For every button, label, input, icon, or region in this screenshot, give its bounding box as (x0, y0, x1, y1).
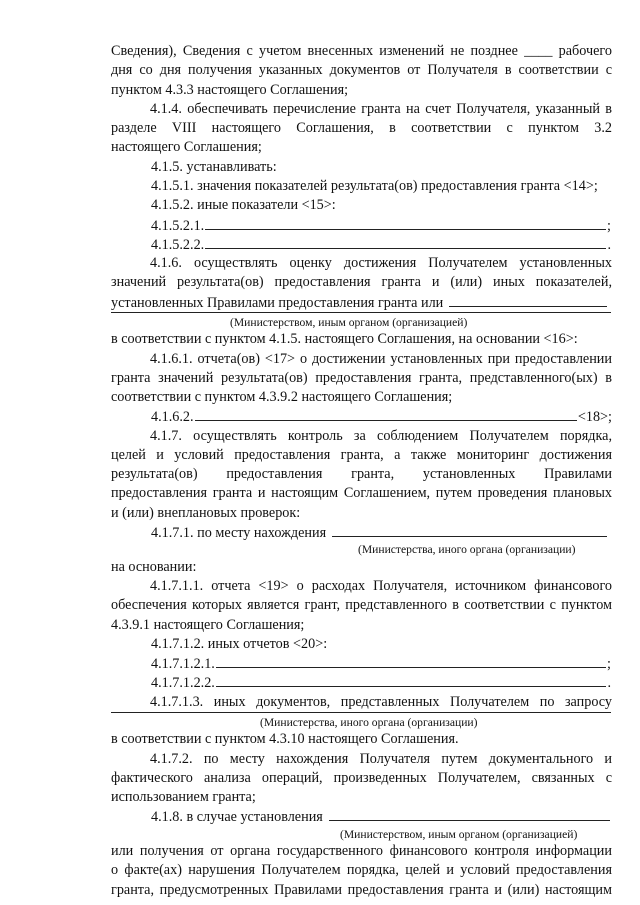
item-label: 4.1.5.2.1. (151, 218, 205, 234)
text-line: 4.1.6.1. отчета(ов) <17> о достижении установленных при предоставлении (150, 351, 612, 367)
blank-field-row (151, 654, 611, 674)
text-line: 4.1.7.1.3. иных документов, представленных Получателем по запросу (150, 694, 612, 710)
item-end: ; (607, 218, 611, 234)
text-line: использованием гранта; (111, 789, 256, 805)
blank-field-row (151, 673, 611, 693)
text-line: 4.1.7.1.1. отчета <19> о расходах Получателя, источником финансового (150, 578, 612, 594)
blank-field-row (111, 293, 608, 313)
blank-field[interactable] (195, 407, 577, 421)
blank-field-row (151, 216, 611, 236)
text-line: 4.1.4. обеспечивать перечисление гранта на счет Получателя, указанный в (150, 101, 612, 117)
blank-field[interactable] (111, 712, 611, 713)
field-caption: (Министерства, иного органа (организации) (260, 716, 478, 729)
item-label: 4.1.5.2.2. (151, 237, 205, 253)
blank-field-row (151, 807, 611, 827)
text-line: 4.1.7.1. по месту нахождения (151, 525, 327, 541)
text-line: гранта, предусмотренных Правилами предоставления гранта и (или) настоящим (111, 882, 612, 898)
text-line: 4.1.7.1.2. иных отчетов <20>: (151, 636, 328, 652)
blank-field[interactable] (216, 673, 607, 687)
item-label: 4.1.6.2. (151, 409, 194, 425)
blank-field-row (151, 523, 608, 543)
text-line: значений результата(ов) предоставления гранта и (или) иных показателей, (111, 274, 612, 290)
blank-field[interactable] (205, 235, 606, 249)
text-line: предоставления гранта и настоящим Соглашением, путем проведения плановых (111, 485, 612, 501)
text-line: дня со дня получения указанных документов от Получателя в соответствии с (111, 62, 612, 78)
text-line: 4.1.6. осуществлять оценку достижения Получателем установленных (150, 255, 612, 271)
text-line: установленных Правилами предоставления гранта или (111, 295, 444, 311)
text-line: результата(ов) предоставления гранта, установленных Правилами (111, 466, 612, 482)
text-line: 4.1.5. устанавливать: (151, 159, 277, 175)
text-line: о факте(ах) нарушения Получателем порядка, целей и условий предоставления (111, 862, 612, 878)
text-line: 4.1.5.1. значения показателей результата(ов) предоставления гранта <14>; (151, 178, 598, 194)
blank-field[interactable] (111, 312, 611, 313)
text-line: фактического анализа операций, произведенных Получателем, связанных с (111, 770, 612, 786)
item-label: 4.1.7.1.2.1. (151, 656, 215, 672)
item-end: <18>; (577, 409, 612, 425)
field-caption: (Министерством, иным органом (организацией) (340, 828, 578, 841)
text-line: в соответствии с пунктом 4.3.10 настоящего Соглашения. (111, 731, 459, 747)
text-line: целей и условий предоставления гранта, а также мониторинг достижения (111, 447, 612, 463)
text-line: настоящего Соглашения; (111, 139, 262, 155)
blank-field[interactable] (449, 293, 607, 307)
item-end: ; (607, 656, 611, 672)
field-caption: (Министерства, иного органа (организации) (358, 543, 576, 556)
blank-field[interactable] (332, 523, 607, 537)
blank-field-row (151, 235, 611, 255)
text-line: 4.1.7.2. по месту нахождения Получателя путем документального и (150, 751, 612, 767)
field-caption: (Министерством, иным органом (организацией) (230, 316, 468, 329)
text-line: 4.1.8. в случае установления (151, 809, 323, 825)
item-label: 4.1.7.1.2.2. (151, 675, 215, 691)
text-line: соответствии с пунктом 4.3.9.2 настоящего Соглашения; (111, 389, 453, 405)
text-line: гранта значений результата(ов) предоставления гранта, представленного(ых) в (111, 370, 612, 386)
text-line: 4.3.9.1 настоящего Соглашения; (111, 617, 305, 633)
item-end: . (607, 675, 611, 691)
text-line: Сведения), Сведения с учетом внесенных изменений не позднее ____ рабочего (111, 43, 612, 59)
blank-field-row (151, 407, 612, 427)
blank-field[interactable] (205, 216, 606, 230)
text-line: на основании: (111, 559, 197, 575)
text-line: и (или) внеплановых проверок: (111, 505, 301, 521)
blank-field[interactable] (216, 654, 606, 668)
text-line: 4.1.7. осуществлять контроль за соблюдением Получателем порядка, (150, 428, 612, 444)
blank-field[interactable] (329, 807, 610, 821)
text-line: или получения от органа государственного финансового контроля информации (111, 843, 612, 859)
text-line: разделе VIII настоящего Соглашения, в соответствии с пунктом 3.2 (111, 120, 612, 136)
item-end: . (607, 237, 611, 253)
text-line: обеспечения которых является грант, представленного в соответствии с пунктом (111, 597, 612, 613)
text-line: пунктом 4.3.3 настоящего Соглашения; (111, 82, 349, 98)
text-line: в соответствии с пунктом 4.1.5. настоящего Соглашения, на основании <16>: (111, 331, 578, 347)
text-line: 4.1.5.2. иные показатели <15>: (151, 197, 336, 213)
